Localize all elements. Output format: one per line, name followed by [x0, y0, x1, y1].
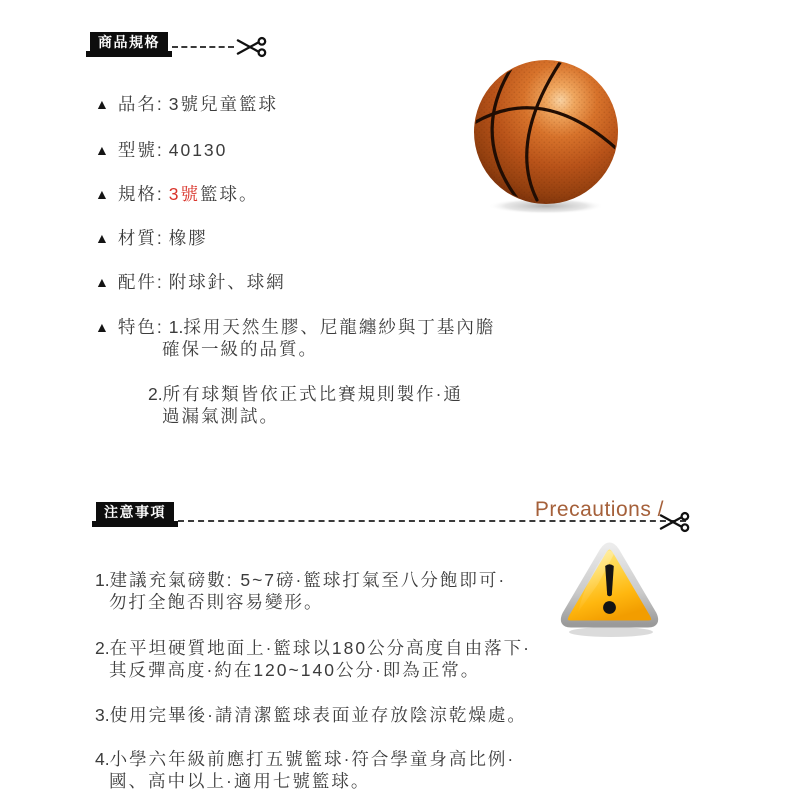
triangle-bullet-icon: ▲ — [95, 230, 109, 246]
note-line: 其反彈高度·約在120~140公分·即為正常。 — [109, 660, 481, 680]
spec-label: 型號: — [117, 140, 164, 160]
feature-number: 2. — [148, 384, 163, 404]
spec-row-accessories — [95, 271, 286, 293]
feature-number: 1. — [168, 317, 184, 337]
note-number: 2. — [95, 638, 110, 658]
scissors-icon — [659, 511, 691, 533]
spec-row-features — [95, 316, 495, 338]
spec-header-base — [86, 51, 172, 57]
spec-row-model — [95, 139, 227, 161]
spec-label: 配件: — [117, 272, 164, 292]
spec-value: 附球針、球網 — [168, 272, 286, 292]
spec-row-material — [95, 227, 208, 249]
spec-label: 品名: — [117, 94, 164, 114]
precautions-header-label: 注意事項 — [96, 502, 174, 523]
spec-value: 40130 — [168, 140, 228, 160]
feature-line: 採用天然生膠、尼龍纏紗與丁基內膽 — [183, 317, 496, 337]
precautions-header-base — [92, 521, 178, 527]
triangle-bullet-icon: ▲ — [95, 274, 109, 290]
scissors-icon — [236, 36, 268, 58]
triangle-bullet-icon: ▲ — [95, 142, 109, 158]
spec-value: 籃球。 — [199, 184, 259, 204]
warning-icon — [556, 540, 664, 640]
note-number: 3. — [95, 705, 110, 725]
note-line: 4.小學六年級前應打五號籃球·符合學童身高比例· — [95, 749, 516, 769]
feature-line: 過漏氣測試。 — [162, 406, 279, 426]
note-line: 勿打全飽否則容易變形。 — [109, 592, 324, 612]
note-line: 3.使用完畢後·請清潔籃球表面並存放陰涼乾燥處。 — [95, 705, 527, 725]
spec-label: 特色: — [117, 317, 164, 337]
note-line: 1.建議充氣磅數: 5~7磅·籃球打氣至八分飽即可· — [95, 570, 507, 590]
basketball-image — [468, 56, 626, 216]
spec-label: 材質: — [117, 228, 164, 248]
triangle-bullet-icon: ▲ — [95, 186, 109, 202]
feature-line: 確保一級的品質。 — [162, 339, 318, 359]
note-number: 1. — [95, 570, 110, 590]
spec-header-label: 商品規格 — [90, 32, 168, 53]
spec-value-highlight: 3號 — [168, 184, 200, 204]
precautions-header — [96, 502, 174, 523]
spec-value: 橡膠 — [168, 228, 208, 248]
precautions-title-en: Precautions / — [534, 498, 664, 521]
spec-row-size — [95, 183, 258, 205]
feature-item-2 — [148, 383, 463, 405]
cut-line-1 — [172, 46, 234, 48]
note-line: 2.在平坦硬質地面上·籃球以180公分高度自由落下· — [95, 638, 531, 658]
spec-header — [90, 32, 168, 53]
note-number: 4. — [95, 749, 110, 769]
feature-line: 所有球類皆依正式比賽規則製作·通 — [162, 384, 463, 404]
spec-value: 3號兒童籃球 — [168, 94, 278, 114]
triangle-bullet-icon: ▲ — [95, 319, 109, 335]
note-line: 國、高中以上·適用七號籃球。 — [109, 771, 371, 791]
triangle-bullet-icon: ▲ — [95, 96, 109, 112]
spec-label: 規格: — [117, 184, 164, 204]
spec-row-name — [95, 93, 278, 115]
